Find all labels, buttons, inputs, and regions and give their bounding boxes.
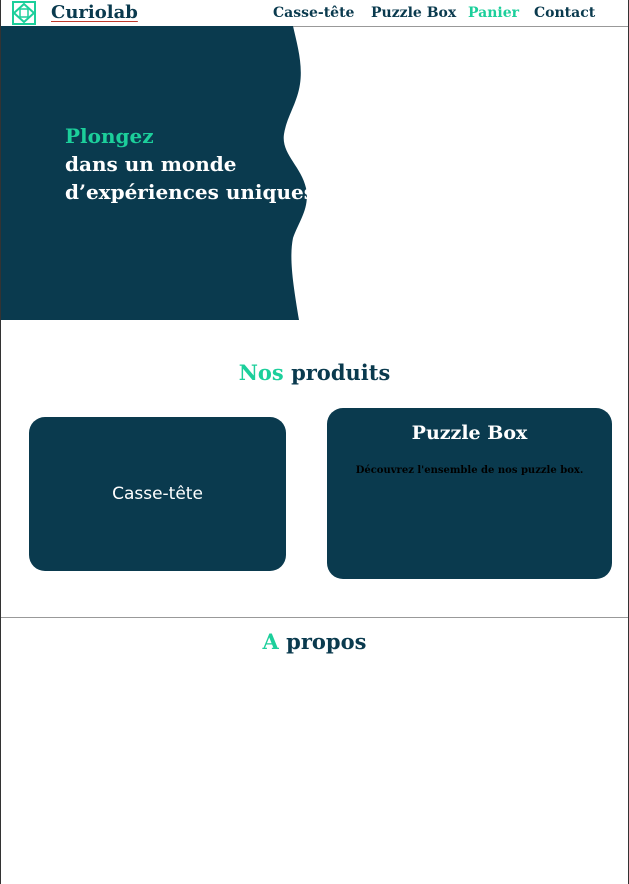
nav-link-panier[interactable]: Panier bbox=[468, 5, 520, 21]
brand-name[interactable]: Curiolab bbox=[51, 2, 138, 23]
products-title-rest: produits bbox=[291, 360, 391, 385]
nav-link-contact[interactable]: Contact bbox=[534, 5, 596, 21]
about-title-accent: A bbox=[262, 629, 279, 654]
top-navigation bbox=[1, 0, 628, 27]
nav-link-puzzle-box[interactable]: Puzzle Box bbox=[371, 5, 457, 21]
hero-accent-word: Plongez bbox=[65, 124, 154, 148]
product-card-description: Découvrez l'ensemble de nos puzzle box. bbox=[355, 465, 584, 476]
products-title-accent: Nos bbox=[238, 360, 284, 385]
about-section-title bbox=[1, 629, 628, 654]
hero-line-2: d’expériences uniques bbox=[65, 180, 316, 204]
hero-line-1: dans un monde bbox=[65, 152, 237, 176]
product-card-puzzle-box[interactable] bbox=[327, 408, 612, 579]
product-card-title: Puzzle Box bbox=[411, 422, 528, 444]
logo-icon[interactable] bbox=[11, 1, 37, 25]
section-divider bbox=[1, 617, 628, 618]
product-card-casse-tete[interactable] bbox=[29, 417, 286, 571]
nav-link-casse-tete[interactable]: Casse-tête bbox=[273, 5, 355, 21]
products-section-title bbox=[1, 360, 628, 385]
product-card-title: Casse-tête bbox=[112, 484, 203, 504]
about-title-rest: propos bbox=[286, 629, 367, 654]
hero-headline bbox=[65, 122, 316, 206]
